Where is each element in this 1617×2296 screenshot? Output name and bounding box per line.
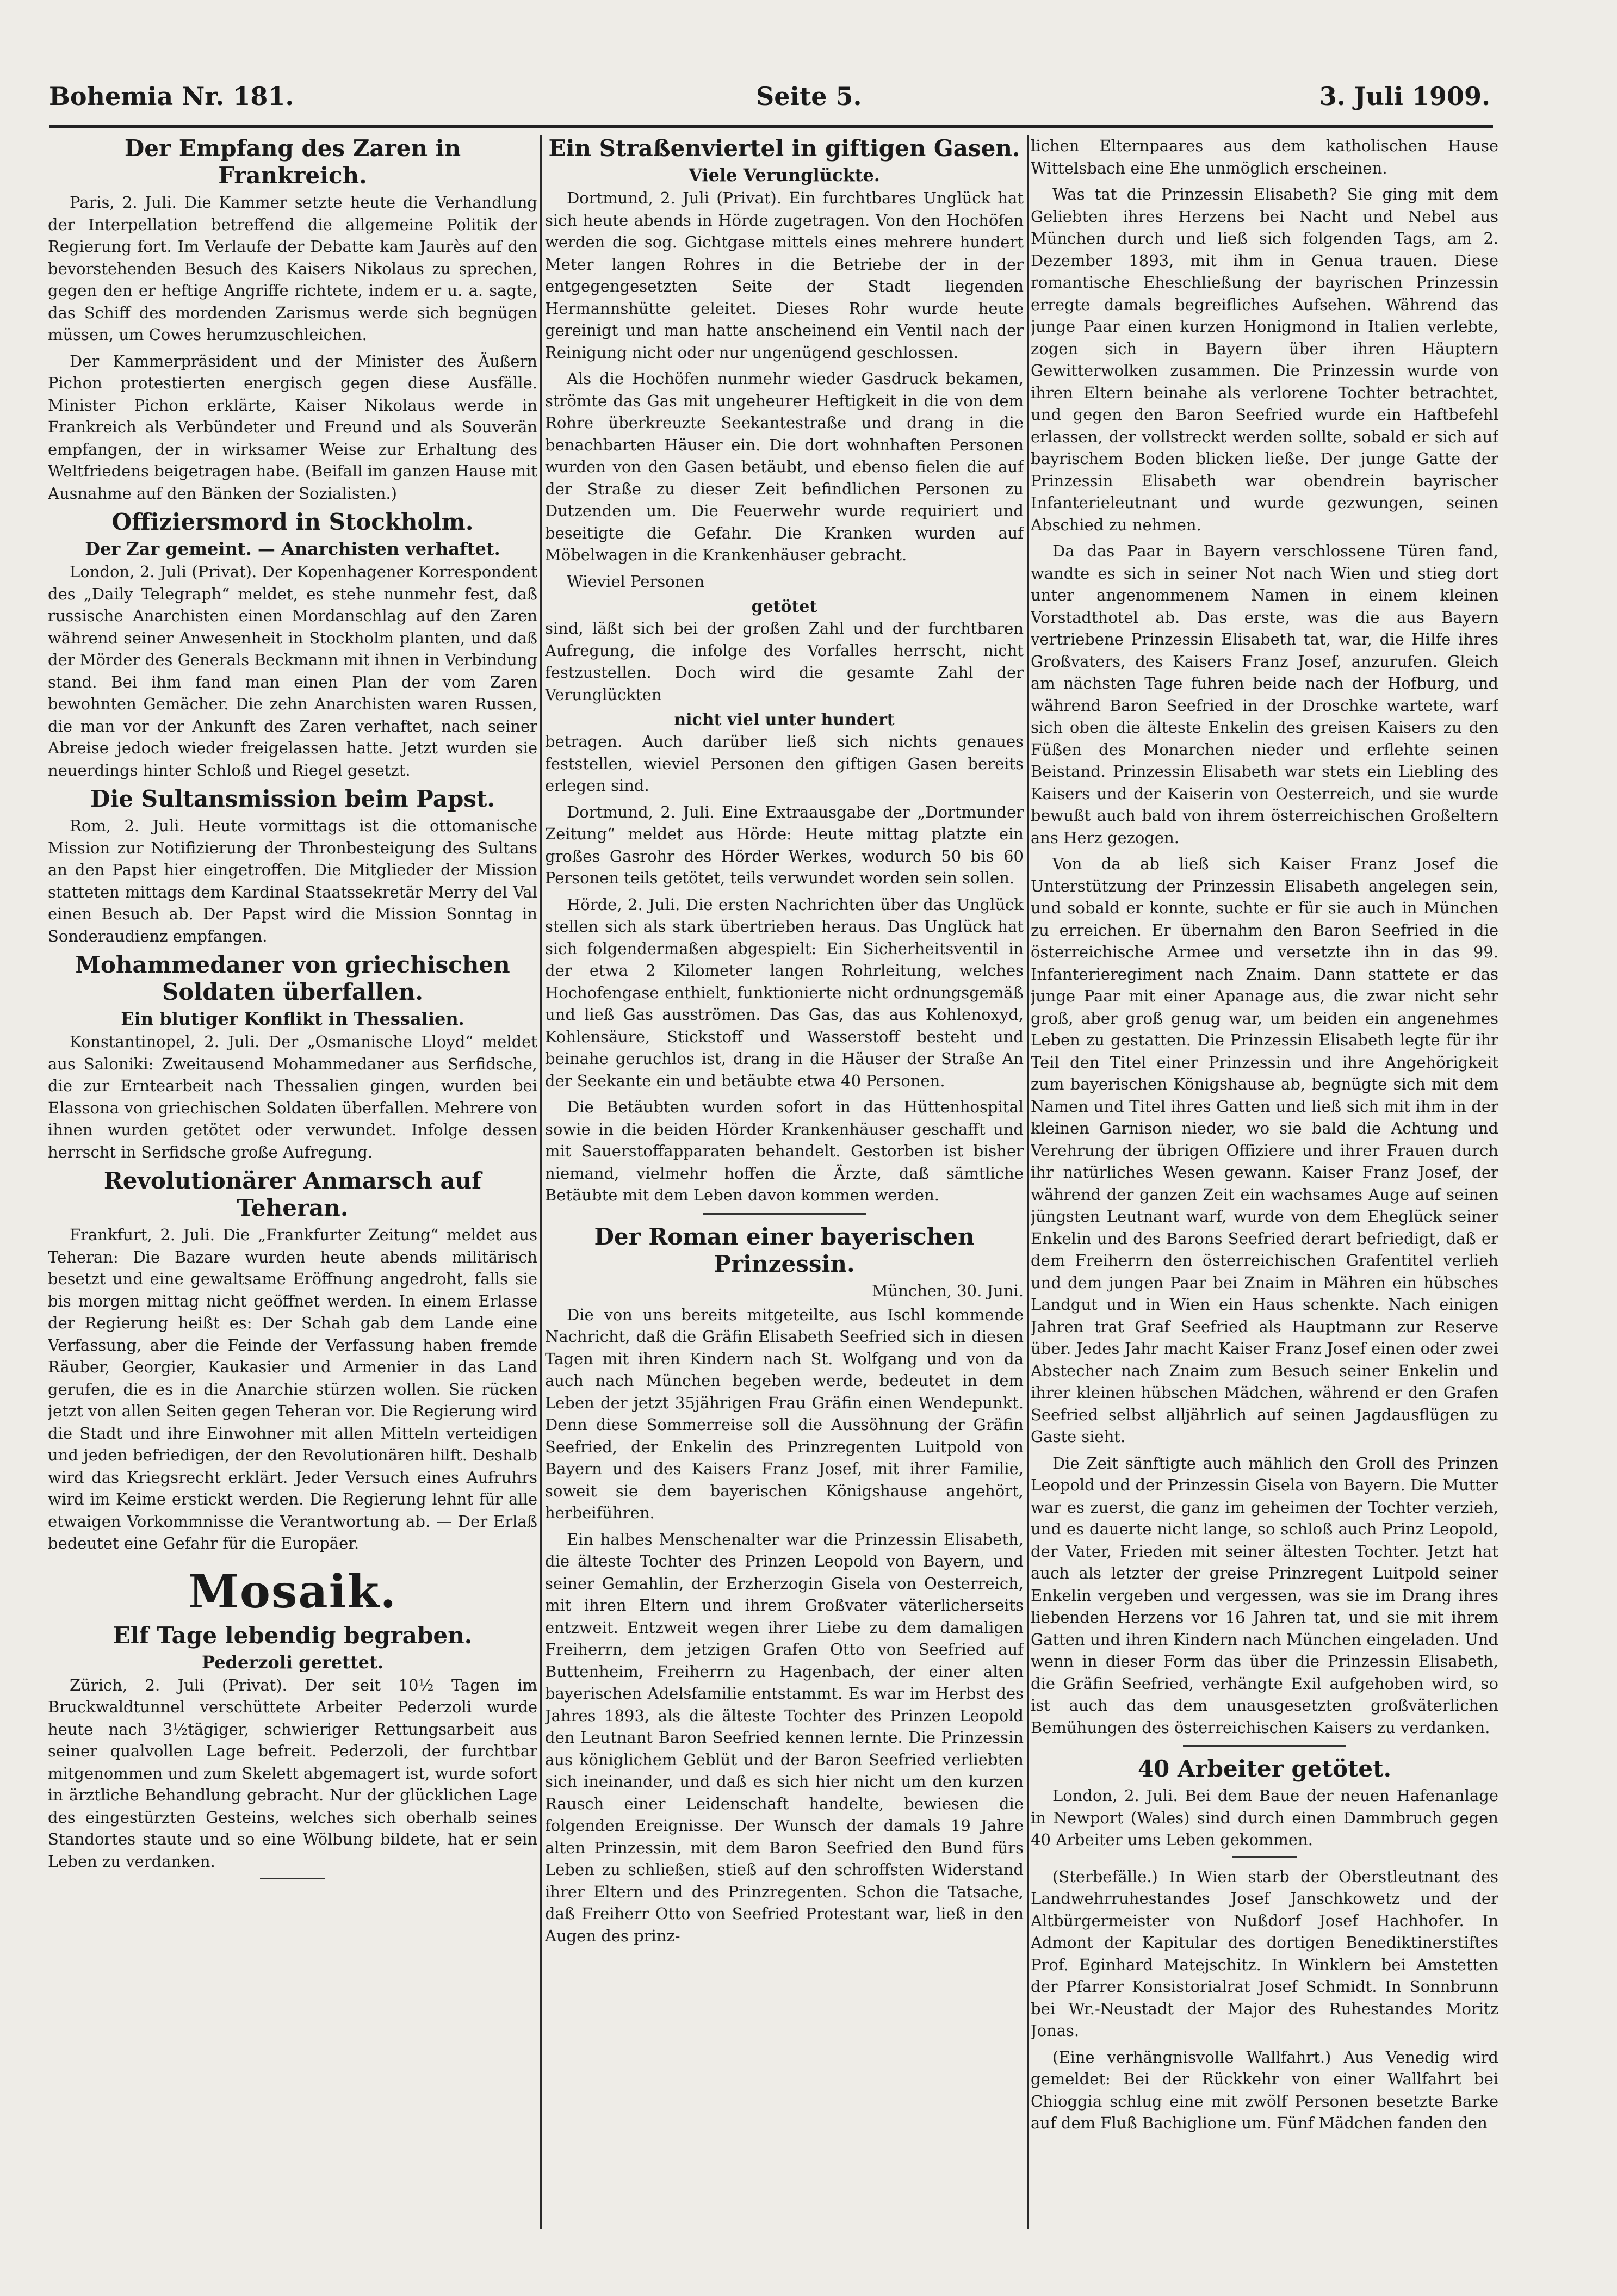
article-paragraph: Paris, 2. Juli. Die Kammer setzte heute die Verhandlung der Interpellation betreffend die allgemeine Politik der Regierung fort. Im Verlaufe der Debatte kam Jaurès auf den bevorstehenden Besuch des Kaisers Nikolaus zu sprechen, gegen den er heftige Angriffe richtete, indem er u. a. sagte, das Schiff des mordenden Zarismus werde sich begnügen müssen, um Cowes herumzuschleichen.: [48, 193, 537, 344]
column-2: [545, 135, 1024, 2235]
article-title-sultansmission: Die Sultansmission beim Papst.: [90, 785, 495, 812]
article-interline: getötet: [751, 597, 817, 616]
article-title-zar-frankreich: Der Empfang des Zaren in Frankreich.: [124, 135, 461, 189]
header-paper-issue: Bohemia Nr. 181.: [49, 82, 294, 111]
column-rule-1: [540, 135, 542, 2229]
article-paragraph: London, 2. Juli (Privat). Der Kopenhagener Korrespondent des „Daily Telegraph“ meldet, es stehe nunmehr fest, daß russische Anarchisten einen Mordanschlag auf den Zaren während seiner Anwesenheit in Stockholm planten, und daß der Mörder des Generals Beckmann mit ihnen in Verbindung stand. Bei ihm fand man einen Plan der vom Zaren bewohnten Gemächer. Die zehn Anarchisten waren Russen, die man vor der Ankunft des Zaren verhaftet, nach seiner Abreise jedoch wieder freigelassen hatte. Jetzt wurden sie neuerdings hinter Schloß und Riegel gesetzt.: [48, 562, 537, 779]
article-paragraph: Die Betäubten wurden sofort in das Hüttenhospital sowie in die beiden Hörder Krankenhäuser geschafft und mit Sauerstoffapparaten behandelt. Gestorben ist bisher niemand, vielmehr hoffen die Ärzte, daß sämtliche Betäubte mit dem Leben davon kommen werden.: [545, 1098, 1024, 1204]
end-rule: [260, 1878, 325, 1879]
article-paragraph: Frankfurt, 2. Juli. Die „Frankfurter Zeitung“ meldet aus Teheran: Die Bazare wurden heute abends militärisch besetzt und eine gewaltsame Eröffnung angedroht, falls sie bis morgen mittag nicht geöffnet werden. In einem Erlasse der Regierung heißt es: Der Schah gab dem Lande eine Verfassung, aber die Feinde der Verfassung haben fremde Räuber, Georgier, Kaukasier und Armenier in das Land gerufen, die es in die Anarchie stürzen wollen. Sie rücken jetzt von allen Seiten gegen Teheran vor. Die Regierung wird die Stadt und ihre Einwohner mit allen Mitteln verteidigen und jeden befriedigen, der den Revolutionären hilft. Deshalb wird das Kriegsrecht erklärt. Jeder Versuch eines Aufruhrs wird im Keime erstickt werden. Die Regierung lehnt für alle etwaigen Vorkommnisse die Verantwortung ab. — Der Erlaß bedeutet eine Gefahr für die Europäer.: [48, 1226, 537, 1552]
article-paragraph: Zürich, 2. Juli (Privat). Der seit 10½ Tagen im Bruckwaldtunnel verschüttete Arbeiter Pederzoli wurde heute nach 3½tägiger, schwieriger Rettungsarbeit aus seiner qualvollen Lage befreit. Pederzoli, der furchtbar mitgenommen und zum Skelett abgemagert ist, wurde sofort in ärztliche Behandlung gebracht. Nur der glücklichen Lage des eingestürzten Gesteins, welches sich oberhalb seines Standortes staute und so eine Wölbung bildete, hat er sein Leben zu verdanken.: [48, 1675, 537, 1871]
article-paragraph: Dortmund, 2. Juli (Privat). Ein furchtbares Unglück hat sich heute abends in Hörde zugetragen. Von den Hochöfen werden die sog. Gichtgase mittels eines mehrere hundert Meter langen Rohres in die Betriebe der in der entgegengesetzten Seite der Stadt liegenden Hermannshütte geleitet. Dieses Rohr wurde heute gereinigt und man hatte anscheinend ein Ventil nach der Reinigung nicht oder nur ungenügend geschlossen.: [545, 189, 1024, 362]
article-paragraph: Was tat die Prinzessin Elisabeth? Sie ging mit dem Geliebten ihres Herzens bei Nacht und Nebel aus München durch und ließ sich folgenden Tags, am 2. Dezember 1893, mit ihm in Genua trauen. Diese romantische Eheschließung der bayrischen Prinzessin erregte damals begreifliches Aufsehen. Während das junge Paar einen kurzen Honigmond in Italien verlebte, zogen sich in Bayern über ihren Häuptern Gewitterwolken zusammen. Die Prinzessin wurde von ihren Eltern beinahe als verlorene Tochter betrachtet, und gegen den Baron Seefried wurde ein Haftbefehl erlassen, der vollstreckt werden sollte, sobald er sich auf bayrischem Boden blicken ließe. Der junge Gatte der Prinzessin Elisabeth war obendrein bayrischer Infanterieleutnant und wurde gezwungen, seinen Abschied zu nehmen.: [1031, 185, 1498, 534]
article-paragraph: (Eine verhängnisvolle Wallfahrt.) Aus Venedig wird gemeldet: Bei der Rückkehr von einer Wallfahrt bei Chioggia schlug eine mit zwölf Personen besetzte Barke auf dem Fluß Bachiglione um. Fünf Mädchen fanden den: [1031, 2047, 1498, 2132]
column-1: [48, 135, 537, 2240]
header-date: 3. Juli 1909.: [1319, 82, 1490, 111]
article-paragraph: Da das Paar in Bayern verschlossene Türen fand, wandte es sich in seiner Not nach Wien und stieg dort unter angenommenem Namen in einem kleinen Vorstadthotel ab. Das erste, was die aus Bayern vertriebene Prinzessin Elisabeth tat, war, die Hilfe ihres Großvaters, des Kaisers Franz Josef, anzurufen. Gleich am nächsten Tage fuhren beide nach der Hofburg, und während Baron Seefried in der Droschke wartete, warf sich oben die älteste Enkelin des greisen Kaisers zu den Füßen des Monarchen nieder und erflehte seinen Beistand. Prinzessin Elisabeth war stets ein Liebling des Kaisers und der Kaiserin von Oesterreich, und sie wurde bewußt auch bald von ihrem österreichischen Großeltern ans Herz gezogen.: [1031, 542, 1498, 847]
column-3: [1031, 135, 1498, 2235]
column-rule-2: [1027, 135, 1029, 2229]
article-paragraph: Von da ab ließ sich Kaiser Franz Josef die Unterstützung der Prinzessin Elisabeth angelegen sein, und sobald er konnte, suchte er für sie auch in München zu erreichen. Er übernahm den Baron Seefried in die österreichische Armee und versetzte ihn in das 99. Infanterieregiment nach Znaim. Dann stattete er das junge Paar mit einer Apanage aus, die zwar nicht sehr groß, aber groß genug war, um beiden ein angenehmes Leben zu gestatten. Die Prinzessin Elisabeth legte für ihr Teil den Titel einer Prinzessin und ihre Angehörigkeit zum bayerischen Königshause ab, begnügte sich mit dem Namen und Titel ihres Gatten und ließ sich mit ihm in der kleinen Garnison nieder, wo sie bald die Achtung und Verehrung der übrigen Offiziere und ihrer Frauen durch ihr natürliches Wesen gewann. Kaiser Franz Josef, der während der ganzen Zeit ein wachsames Auge auf seinen jüngsten Leutnant warf, wurde von dem Eheglück seiner Enkelin und des Barons Seefried derart befriedigt, daß er dem Freiherrn den österreichischen Grafentitel verlieh und dem jungen Paar bei Znaim in Mähren ein hübsches Landgut und in Wien ein Haus schenkte. Nach einigen Jahren trat Graf Seefried als Hauptmann zur Reserve über. Jedes Jahr macht Kaiser Franz Josef einen oder zwei Abstecher nach Znaim zum Besuch seiner Enkelin und ihrer kleinen hübschen Mädchen, während er den Grafen Seefried selbst alljährlich auf seinen Jagdausflügen zu Gaste sieht.: [1031, 855, 1498, 1446]
article-paragraph: Wieviel Personen: [567, 572, 705, 591]
article-interline: nicht viel unter hundert: [674, 710, 895, 729]
article-paragraph: Dortmund, 2. Juli. Eine Extraausgabe der „Dortmunder Zeitung“ meldet aus Hörde: Heute mittag platzte ein großes Gasrohr des Hörder Werkes, wodurch 50 bis 60 Personen teils getötet, teils verwundet worden sein sollen.: [545, 802, 1024, 887]
article-paragraph: Die von uns bereits mitgeteilte, aus Ischl kommende Nachricht, daß die Gräfin Elisabeth Seefried sich in diesen Tagen mit ihren Kindern nach St. Wolfgang und von da auch nach München begeben werde, bedeutet in dem Leben der jetzt 35jährigen Frau Gräfin einen Wendepunkt. Denn diese Sommerreise soll die Aussöhnung der Gräfin Seefried, der Enkelin des Prinzregenten Luitpold von Bayern und des Kaisers Franz Josef, mit ihrer Familie, soweit sie dem bayerischen Königshause angehört, herbeiführen.: [545, 1305, 1024, 1522]
article-paragraph: lichen Elternpaares aus dem katholischen Hause Wittelsbach eine Ehe unmöglich erscheinen.: [1031, 137, 1498, 177]
article-dateline: München, 30. Juni.: [871, 1281, 1024, 1300]
article-paragraph: Ein halbes Menschenalter war die Prinzessin Elisabeth, die älteste Tochter des Prinzen Leopold von Bayern, und seiner Gemahlin, der Erzherzogin Gisela von Oesterreich, mit ihren Eltern und ihrem Großvater väterlicherseits entzweit. Entzweit wegen ihrer Liebe zu dem damaligen Freiherrn, dem jetzigen Grafen Otto von Seefried auf Buttenheim, Freiherrn zu Hagenbach, der einer alten bayerischen Adelsfamilie entstammt. Es war im Herbst des Jahres 1893, als die älteste Tochter des Prinzen Leopold den Leutnant Baron Seefried kennen lernte. Die Prinzessin aus königlichem Geblüt und der Baron Seefried verliebten sich ineinander, und daß es sich hier nicht um den kurzen Rausch einer Leidenschaft handelte, bewiesen die folgenden Ereignisse. Der Wunsch der damals 19 Jahre alten Prinzessin, mit dem Baron Seefried den Bund fürs Leben zu schließen, stieß auf den schroffsten Widerstand ihrer Eltern und des Prinzregenten. Schon die Tatsache, daß Freiherr Otto von Seefried Protestant war, ließ in den Augen des prinz-: [545, 1530, 1024, 1945]
article-paragraph: Der Kammerpräsident und der Minister des Äußern Pichon protestierten energisch gegen diese Ausfälle. Minister Pichon erklärte, Kaiser Nikolaus werde in Frankreich als Verbündeter und Freund und als Souverän empfangen, der in wirksamer Weise zur Erhaltung des Weltfriedens beigetragen habe. (Beifall im ganzen Hause mit Ausnahme auf den Bänken der Sozialisten.): [48, 351, 537, 503]
article-paragraph: London, 2. Juli. Bei dem Baue der neuen Hafenanlage in Newport (Wales) sind durch einen Dammbruch gegen 40 Arbeiter ums Leben gekommen.: [1031, 1786, 1498, 1849]
article-subtitle: Der Zar gemeint. — Anarchisten verhaftet.: [85, 539, 500, 559]
article-title-mohammedaner: Mohammedaner von griechischen Soldaten überfallen.: [75, 951, 510, 1005]
article-paragraph: betragen. Auch darüber ließ sich nichts genaues feststellen, wieviel Personen den giftigen Gasen bereits erlegen sind.: [545, 732, 1024, 795]
page-header: [49, 82, 1490, 120]
article-subtitle: Ein blutiger Konflikt in Thessalien.: [121, 1008, 464, 1029]
header-page-number: Seite 5.: [756, 82, 862, 111]
article-paragraph: sind, läßt sich bei der großen Zahl und der furchtbaren Aufregung, die infolge des Vorfalles herrscht, nicht festzustellen. Doch wird die gesamte Zahl der Verunglückten: [545, 619, 1024, 704]
article-paragraph: Konstantinopel, 2. Juli. Der „Osmanische Lloyd“ meldet aus Saloniki: Zweitausend Mohammedaner aus Serfidsche, die zur Erntearbeit nach Thessalien gingen, wurden bei Elassona von griechischen Soldaten überfallen. Mehrere von ihnen wurden getötet oder verwundet. Infolge dessen herrscht in Serfidsche große Aufregung.: [48, 1032, 537, 1161]
article-title-elf-tage: Elf Tage lebendig begraben.: [113, 1622, 473, 1649]
article-separator: [1232, 1856, 1297, 1858]
article-title-strassenviertel: Ein Straßenviertel in giftigen Gasen.: [548, 135, 1020, 162]
article-subtitle: Viele Verunglückte.: [689, 165, 880, 185]
article-subtitle: Pederzoli gerettet.: [202, 1651, 383, 1673]
article-paragraph: Hörde, 2. Juli. Die ersten Nachrichten über das Unglück stellen sich als stark übertrieben heraus. Das Unglück hat sich folgendermaßen abgespielt: Ein Sicherheitsventil in der etwa 2 Kilometer langen Rohrleitung, welches Hochofengase enthielt, funktionierte nicht ordnungsgemäß und ließ Gas ausströmen. Das Gas, das aus Kohlenoxyd, Kohlensäure, Stickstoff und Wasserstoff besteht und beinahe geruchlos ist, drang in die Häuser der Straße An der Seekante ein und betäubte etwa 40 Personen.: [545, 895, 1024, 1090]
section-title-mosaik: Mosaik.: [188, 1564, 398, 1618]
article-paragraph: Die Zeit sänftigte auch mählich den Groll des Prinzen Leopold und der Prinzessin Gisela von Bayern. Die Mutter war es zuerst, die ganz im geheimen der Tochter verzieh, und es dauerte nicht lange, so schloß auch Prinz Leopold, der Vater, Frieden mit seiner ältesten Tochter. Jetzt hat auch als letzter der greise Prinzregent Luitpold seiner Enkelin vergeben und vergessen, was sie im Drang ihres liebenden Herzens vor 16 Jahren tat, und sie mit ihrem Gatten und ihren Kindern nach München eingeladen. Und wenn in dieser Form das über die Prinzessin Elisabeth, die Gräfin Seefried, verhängte Exil aufgehoben wird, so ist auch das dem unausgesetzten großväterlichen Bemühungen des österreichischen Kaisers zu verdanken.: [1031, 1453, 1498, 1737]
article-title-40-arbeiter: 40 Arbeiter getötet.: [1137, 1755, 1392, 1782]
article-separator: [703, 1213, 866, 1215]
header-rule: [49, 125, 1493, 128]
article-paragraph: Rom, 2. Juli. Heute vormittags ist die ottomanische Mission zur Notifizierung der Thronbesteigung des Sultans an den Papst hier eingetroffen. Die Mitglieder der Mission statteten mittags dem Kardinal Staatssekretär Merry del Val einen Besuch ab. Der Papst wird die Mission Sonntag in Sonderaudienz empfangen.: [48, 816, 537, 945]
article-paragraph: Als die Hochöfen nunmehr wieder Gasdruck bekamen, strömte das Gas mit ungeheurer Heftigkeit in die von dem Rohre überkreuzte Seekantestraße und drang in die benachbarten Häuser ein. Die dort wohnhaften Personen wurden von den Gasen betäubt, und ebenso fielen die auf der Straße zu dieser Zeit befindlichen Personen zu Dutzenden um. Die Feuerwehr wurde requiriert und beseitigte die Gefahr. Die Kranken wurden auf Möbelwagen in die Krankenhäuser gebracht.: [545, 369, 1024, 564]
article-title-teheran: Revolutionärer Anmarsch auf Teheran.: [103, 1167, 482, 1221]
article-paragraph: (Sterbefälle.) In Wien starb der Oberstleutnant des Landwehrruhestandes Josef Janschkowetz und der Altbürgermeister von Nußdorf Josef Hachhofer. In Admont der Kapitular des dortigen Benediktinerstiftes Prof. Eginhard Matejschitz. In Winklern bei Amstetten der Pfarrer Konsistorialrat Josef Schmidt. In Sonnbrunn bei Wr.-Neustadt der Major des Ruhestandes Moritz Jonas.: [1031, 1867, 1498, 2040]
article-title-offiziersmord: Offiziersmord in Stockholm.: [111, 509, 474, 535]
article-separator: [1183, 1745, 1346, 1747]
article-title-roman-prinzessin: Der Roman einer bayerischen Prinzessin.: [594, 1223, 975, 1277]
